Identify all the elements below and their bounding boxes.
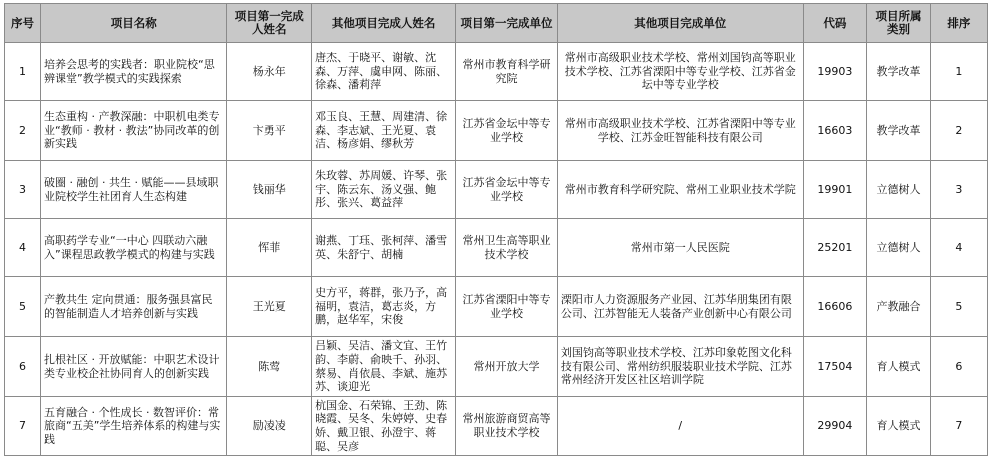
cell-name: 扎根社区 · 开放赋能：中职艺术设计类专业校企社协同育人的创新实践 (41, 337, 227, 397)
cell-unit: 江苏省金坛中等专业学校 (456, 101, 558, 161)
cell-leader: 恽菲 (227, 219, 312, 277)
cell-leader: 卞勇平 (227, 101, 312, 161)
table-row (5, 337, 988, 397)
cell-leader: 王光夏 (227, 277, 312, 337)
cell-others: 谢燕、丁珏、张柯萍、潘雪英、朱舒宁、胡楠 (312, 219, 456, 277)
cell-leader: 钱丽华 (227, 161, 312, 219)
project-table (4, 3, 988, 456)
cell-name: 培养会思考的实践者：职业院校“思辨课堂”教学模式的实践探索 (41, 43, 227, 101)
cell-category: 立德树人 (867, 219, 931, 277)
cell-category: 立德树人 (867, 161, 931, 219)
cell-rank: 3 (930, 161, 987, 219)
cell-other-units: 刘国钧高等职业技术学校、江苏印象乾图文化科技有限公司、常州纺织服装职业技术学院、江苏常州经济开发区社区培训学院 (557, 337, 803, 397)
cell-seq: 3 (5, 161, 41, 219)
cell-category: 产教融合 (867, 277, 931, 337)
cell-category: 育人模式 (867, 397, 931, 456)
cell-other-units: 常州市第一人民医院 (557, 219, 803, 277)
cell-name: 产教共生 定向贯通：服务强县富民的智能制造人才培养创新与实践 (41, 277, 227, 337)
table-row (5, 161, 988, 219)
cell-unit: 常州市教育科学研究院 (456, 43, 558, 101)
header-seq: 序号 (5, 4, 41, 43)
cell-rank: 6 (930, 337, 987, 397)
cell-name: 五育融合 · 个性成长 · 数智评价：常旅商“五美”学生培养体系的构建与实践 (41, 397, 227, 456)
header-rank: 排序 (930, 4, 987, 43)
header-unit: 项目第一完成单位 (456, 4, 558, 43)
cell-others: 朱玫蓉、苏周媛、许琴、张宇、陈云东、汤义强、鲍彤、张兴、葛益萍 (312, 161, 456, 219)
header-leader: 项目第一完成人姓名 (227, 4, 312, 43)
cell-seq: 2 (5, 101, 41, 161)
cell-seq: 6 (5, 337, 41, 397)
cell-unit: 常州开放大学 (456, 337, 558, 397)
cell-code: 19903 (803, 43, 867, 101)
cell-rank: 7 (930, 397, 987, 456)
cell-other-units: 溧阳市人力资源服务产业园、江苏华朋集团有限公司、江苏智能无人装备产业创新中心有限公司 (557, 277, 803, 337)
header-category: 项目所属类别 (867, 4, 931, 43)
cell-seq: 5 (5, 277, 41, 337)
header-code: 代码 (803, 4, 867, 43)
cell-rank: 2 (930, 101, 987, 161)
cell-other-units: 常州市教育科学研究院、常州工业职业技术学院 (557, 161, 803, 219)
header-row (5, 4, 988, 43)
table-row (5, 101, 988, 161)
cell-code: 29904 (803, 397, 867, 456)
cell-category: 教学改革 (867, 101, 931, 161)
cell-rank: 1 (930, 43, 987, 101)
cell-name: 生态重构 · 产教深融：中职机电类专业“教师 · 教材 · 教法”协同改革的创新实践 (41, 101, 227, 161)
cell-code: 16606 (803, 277, 867, 337)
cell-code: 16603 (803, 101, 867, 161)
cell-leader: 杨永年 (227, 43, 312, 101)
cell-seq: 1 (5, 43, 41, 101)
header-other-units: 其他项目完成单位 (557, 4, 803, 43)
cell-category: 教学改革 (867, 43, 931, 101)
cell-code: 19901 (803, 161, 867, 219)
cell-leader: 励凌凌 (227, 397, 312, 456)
cell-other-units: 常州市高级职业技术学校、常州刘国钧高等职业技术学校、江苏省溧阳中等专业学校、江苏省金坛中等专业学校 (557, 43, 803, 101)
table-row (5, 397, 988, 456)
cell-leader: 陈莺 (227, 337, 312, 397)
cell-others: 唐杰、于晓平、谢敏、沈森、万萍、虞申网、陈丽、徐森、潘莉萍 (312, 43, 456, 101)
cell-unit: 江苏省溧阳中等专业学校 (456, 277, 558, 337)
cell-unit: 常州旅游商贸高等职业技术学校 (456, 397, 558, 456)
cell-seq: 7 (5, 397, 41, 456)
cell-unit: 常州卫生高等职业技术学校 (456, 219, 558, 277)
cell-other-units: 常州市高级职业技术学校、江苏省溧阳中等专业学校、江苏金旺智能科技有限公司 (557, 101, 803, 161)
cell-others: 吕颖、吴洁、潘文宜、王竹韵、李蔚、俞映千、孙羽、蔡易、肖依晨、李斌、施苏苏、谈迎光 (312, 337, 456, 397)
cell-unit: 江苏省金坛中等专业学校 (456, 161, 558, 219)
cell-code: 17504 (803, 337, 867, 397)
table-row (5, 277, 988, 337)
cell-seq: 4 (5, 219, 41, 277)
cell-code: 25201 (803, 219, 867, 277)
cell-name: 破圈 · 融创 · 共生 · 赋能——县域职业院校学生社团育人生态构建 (41, 161, 227, 219)
cell-rank: 4 (930, 219, 987, 277)
cell-others: 杭国金、石荣锦、王劲、陈晓霞、吴冬、朱婷婷、史春娇、戴卫银、孙澄宇、蒋聪、吴彦 (312, 397, 456, 456)
cell-rank: 5 (930, 277, 987, 337)
cell-others: 邓玉良、王慧、周建清、徐森、李志斌、王光夏、袁洁、杨彦娟、缪秋芳 (312, 101, 456, 161)
cell-name: 高职药学专业“一中心 四联动六融入”课程思政教学模式的构建与实践 (41, 219, 227, 277)
table-row (5, 219, 988, 277)
cell-others: 史方平，蒋群，张乃予，高福明，袁洁，葛志炎，方鹏，赵华军，宋俊 (312, 277, 456, 337)
header-others: 其他项目完成人姓名 (312, 4, 456, 43)
cell-category: 育人模式 (867, 337, 931, 397)
header-name: 项目名称 (41, 4, 227, 43)
table-row (5, 43, 988, 101)
cell-other-units: / (557, 397, 803, 456)
